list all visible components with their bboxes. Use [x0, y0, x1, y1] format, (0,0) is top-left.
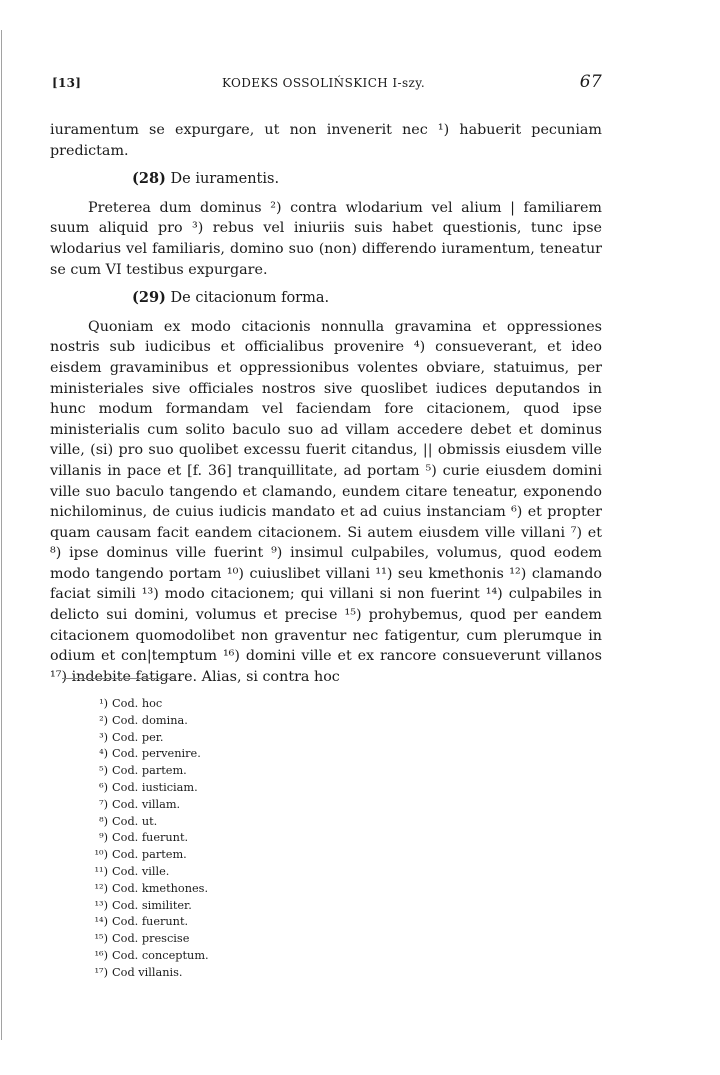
footnotes [88, 696, 388, 982]
footnote-text: Cod villanis. [112, 965, 183, 979]
footnote-text: Cod. fuerunt. [112, 831, 189, 845]
running-header [52, 72, 602, 96]
footnote-mark: ¹⁶) [94, 948, 108, 962]
footnote-text: Cod. conceptum. [112, 948, 209, 962]
footnote-text: Cod. hoc [112, 697, 163, 710]
section-29-title: De citacionum forma. [170, 290, 330, 307]
footnote-mark: ³) [99, 730, 108, 744]
footnote [88, 797, 388, 814]
intro-paragraph: iuramentum se expurgare, ut non invenerit nec ¹) habuerit pecuniam predictam. [50, 122, 602, 159]
footnote [88, 780, 388, 797]
footnote [88, 814, 388, 831]
footnote [88, 763, 388, 780]
section-28-paragraph: Preterea dum dominus ²) contra wlodarium vel alium | familiarem suum aliquid pro ³) rebus vel iniuriis suis habet questionis, tunc ipse wlodarius vel familiaris, domino suo (non) differendo iuramentum, teneatur se cum VI testibus expurgare. [50, 199, 602, 278]
footnote-text: Cod. ville. [112, 864, 170, 878]
footnote-mark: ²) [99, 713, 108, 727]
footnote-mark: ¹³) [94, 898, 108, 912]
footnote-mark: ⁵) [99, 764, 108, 778]
section-28-title: De iuramentis. [170, 171, 280, 188]
footnote-mark: ⁶) [99, 780, 108, 794]
footnote [88, 696, 388, 713]
footnote-text: Cod. villam. [112, 797, 181, 811]
footnote [88, 830, 388, 847]
footnote [88, 965, 388, 982]
footnote-mark: ¹⁴) [94, 915, 108, 929]
footnote-text: Cod. fuerunt. [112, 915, 189, 929]
section-28-number: (28) [132, 170, 166, 188]
footnote [88, 914, 388, 931]
footnote-text: Cod. similiter. [112, 898, 192, 912]
footnote-text: Cod. per. [112, 730, 164, 744]
section-29-heading [132, 288, 602, 309]
footnote-text: Cod. iusticiam. [112, 780, 198, 794]
section-28-heading [132, 169, 602, 190]
footnote [88, 746, 388, 763]
footnote-mark: ¹) [99, 697, 108, 710]
page-edge-line [1, 30, 2, 1040]
footnote-text: Cod. prescise [112, 932, 190, 946]
footnote-mark: ¹⁰) [94, 848, 108, 862]
header-title: KODEKS OSSOLIŃSKICH I-szy. [222, 76, 426, 90]
footnote-mark: ⁹) [99, 831, 108, 845]
footnote [88, 948, 388, 965]
footnote [88, 931, 388, 948]
footnote-divider [62, 678, 174, 679]
footnote-mark: ¹⁵) [94, 932, 108, 946]
footnote [88, 847, 388, 864]
footnote [88, 713, 388, 730]
footnote-text: Cod. pervenire. [112, 747, 201, 761]
main-text [50, 120, 602, 687]
page-number: 67 [579, 72, 602, 92]
footnote-text: Cod. partem. [112, 764, 187, 778]
header-section-number: [13] [52, 76, 82, 90]
section-29-number: (29) [132, 289, 166, 307]
footnote-mark: ¹²) [94, 881, 108, 895]
footnote [88, 730, 388, 747]
footnote-text: Cod. domina. [112, 713, 188, 727]
footnote-text: Cod. ut. [112, 814, 158, 828]
footnote [88, 898, 388, 915]
footnote [88, 881, 388, 898]
footnote-mark: ¹¹) [94, 864, 108, 878]
footnote-mark: ⁷) [99, 797, 108, 811]
footnote-mark: ¹⁷) [94, 965, 108, 979]
section-29-paragraph: Quoniam ex modo citacionis nonnulla gravamina et oppressiones nostris sub iudicibus et officialibus provenire ⁴) consueverant, et ideo eisdem gravaminibus et oppressionibus volentes obviare, statuimus, per ministeriales sive officiales nostros sive quoslibet iudices deputandos in hunc modum formandam vel faciendam fore citacionem, quod ipse ministerialis cum solito baculo suo ad villam accedere debet et dominus ville, (si) pro suo quolibet excessu fuerit citandus, || obmissis eiusdem ville villanis in pace et [f. 36] tranquillitate, ad portam ⁵) curie eiusdem domini ville suo baculo tangendo et clamando, eundem citare teneatur, exponendo nichilominus, de cuius iudicis mandato et ad cuius instanciam ⁶) et propter quam causam facit eandem citacionem. Si autem eiusdem ville villani ⁷) et ⁸) ipse dominus ville fuerint ⁹) insimul culpabiles, volumus, quod eodem modo tangendo portam ¹⁰) cuiuslibet villani ¹¹) seu kmethonis ¹²) clamando faciat simili ¹³) modo citacionem; qui villani si non fuerint ¹⁴) culpabiles in delicto sui domini, volumus et precise ¹⁵) prohybemus, quod per eandem citacionem quomodolibet non graventur nec fatigentur, cum plerumque in odium et con|temptum ¹⁶) domini ville et ex rancore consueverunt villanos ¹⁷) indebite fatigare. Alias, si contra hoc [50, 318, 602, 685]
footnote [88, 864, 388, 881]
footnote-mark: ⁴) [99, 747, 108, 761]
footnote-text: Cod. partem. [112, 848, 187, 862]
footnote-text: Cod. kmethones. [112, 881, 209, 895]
footnote-mark: ⁸) [99, 814, 108, 828]
